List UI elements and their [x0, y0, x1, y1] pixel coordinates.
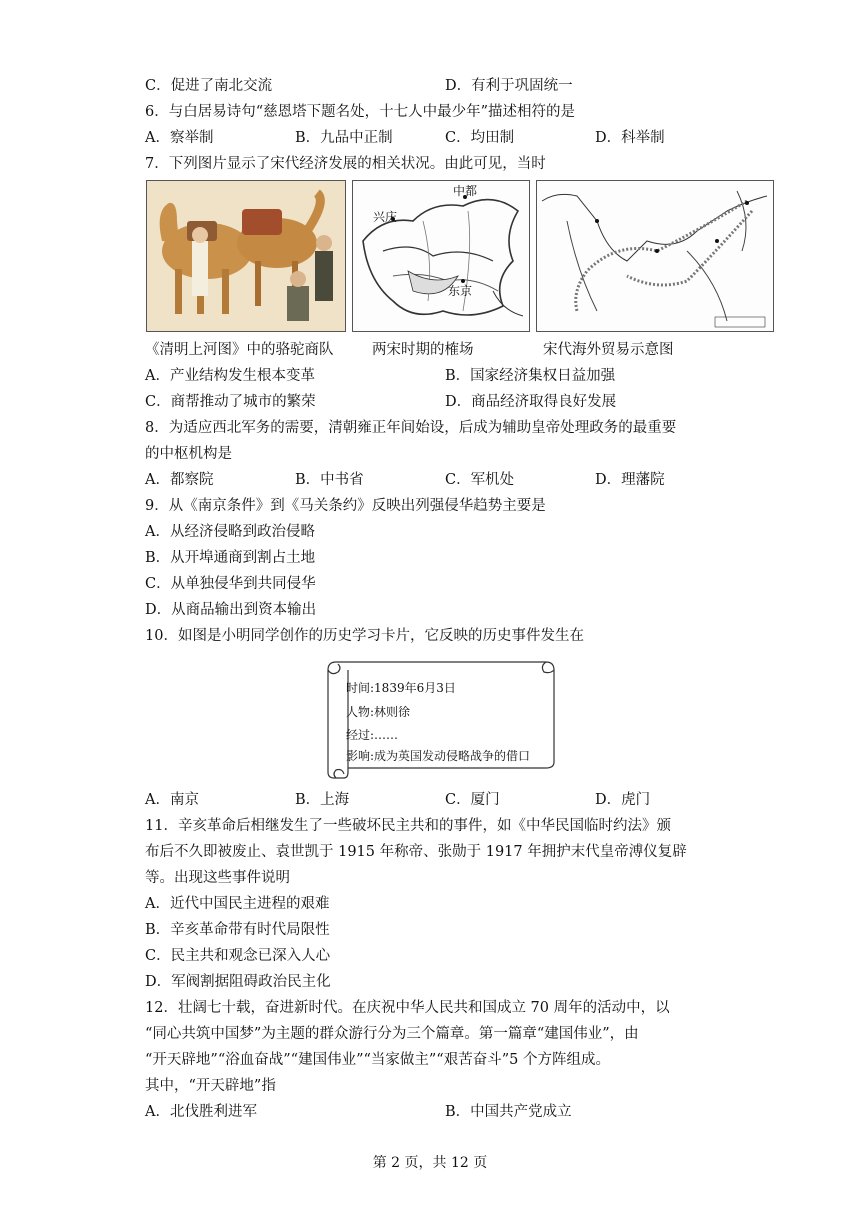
q10-option-d: D．虎门	[595, 792, 651, 808]
q5-option-c: C．促进了南北交流	[145, 78, 273, 94]
q5-option-d: D．有利于巩固统一	[445, 78, 573, 94]
q12-stem-line2: “同心共筑中国梦”为主题的群众游行分为三个篇章。第一篇章“建国伟业”，由	[145, 1026, 639, 1042]
q6-option-c: C．均田制	[445, 130, 515, 146]
q11-option-b: B．辛亥革命带有时代局限性	[145, 922, 330, 938]
card-line-impact: 影响:成为英国发动侵略战争的借口	[346, 749, 531, 763]
q7-option-b: B．国家经济集权日益加强	[445, 368, 616, 384]
q8-option-a: A．都察院	[145, 472, 214, 488]
q12-stem-line3: “开天辟地”“浴血奋战”“建国伟业”“当家做主”“艰苦奋斗”5 个方阵组成。	[145, 1052, 610, 1068]
map-label-xingqing: 兴庆	[373, 210, 398, 224]
q9-option-b: B．从开埠通商到割占土地	[145, 550, 316, 566]
song-overseas-trade-map	[536, 180, 774, 332]
q8-option-c: C．军机处	[445, 472, 515, 488]
q11-stem-line3: 等。出现这些事件说明	[145, 870, 290, 886]
camel-caravan-painting	[146, 180, 346, 332]
q7-stem: 7．下列图片显示了宋代经济发展的相关状况。由此可见，当时	[145, 156, 546, 172]
q8-stem-line2: 的中枢机构是	[145, 446, 232, 462]
caption-border-market: 两宋时期的榷场	[372, 342, 474, 358]
q9-option-c: C．从单独侵华到共同侵华	[145, 576, 316, 592]
q11-option-c: C．民主共和观念已深入人心	[145, 948, 331, 964]
q7-option-a: A．产业结构发生根本变革	[145, 368, 315, 384]
q11-stem-line1: 11．辛亥革命后相继发生了一些破坏民主共和的事件，如《中华民国临时约法》颁	[145, 818, 671, 834]
caption-camel-caravan: 《清明上河图》中的骆驼商队	[145, 342, 334, 358]
map-label-dongjing: 东京	[448, 284, 473, 298]
card-line-person: 人物:林则徐	[346, 705, 411, 719]
q6-option-b: B．九品中正制	[295, 130, 393, 146]
q12-stem-line4: 其中，“开天辟地”指	[145, 1078, 276, 1094]
q11-option-a: A．近代中国民主进程的艰难	[145, 896, 330, 912]
card-line-time: 时间:1839年6月3日	[346, 681, 456, 695]
q12-option-a: A．北伐胜利进军	[145, 1104, 257, 1120]
song-border-market-map	[352, 180, 530, 332]
q6-option-d: D．科举制	[595, 130, 665, 146]
q10-option-c: C．厦门	[445, 792, 500, 808]
q10-option-b: B．上海	[295, 792, 350, 808]
q9-option-a: A．从经济侵略到政治侵略	[145, 524, 315, 540]
q8-option-d: D．理藩院	[595, 472, 665, 488]
q7-option-d: D．商品经济取得良好发展	[445, 394, 617, 410]
map-label-zhongdu: 中都	[453, 184, 478, 198]
card-line-process: 经过:……	[346, 728, 399, 742]
q6-option-a: A．察举制	[145, 130, 214, 146]
q11-stem-line2: 布后不久即被废止、袁世凯于 1915 年称帝、张勋于 1917 年拥护末代皇帝溥仪复辟	[145, 844, 687, 860]
q12-option-b: B．中国共产党成立	[445, 1104, 572, 1120]
q10-option-a: A．南京	[145, 792, 199, 808]
page-footer: 第 2 页，共 12 页	[372, 1155, 488, 1171]
q10-stem: 10．如图是小明同学创作的历史学习卡片，它反映的历史事件发生在	[145, 628, 584, 644]
q7-option-c: C．商帮推动了城市的繁荣	[145, 394, 316, 410]
caption-overseas-trade: 宋代海外贸易示意图	[543, 342, 674, 358]
q9-stem: 9．从《南京条件》到《马关条约》反映出列强侵华趋势主要是	[145, 498, 546, 514]
q8-stem-line1: 8．为适应西北军务的需要，清朝雍正年间始设，后成为辅助皇帝处理政务的最重要	[145, 420, 677, 436]
q12-stem-line1: 12．壮阔七十载，奋进新时代。在庆祝中华人民共和国成立 70 周年的活动中，以	[145, 1000, 670, 1016]
q8-option-b: B．中书省	[295, 472, 364, 488]
q6-stem: 6．与白居易诗句“慈恩塔下题名处，十七人中最少年”描述相符的是	[145, 104, 576, 120]
history-study-card	[318, 656, 558, 782]
q11-option-d: D．军阀割据阻碍政治民主化	[145, 974, 331, 990]
q9-option-d: D．从商品输出到资本输出	[145, 602, 317, 618]
